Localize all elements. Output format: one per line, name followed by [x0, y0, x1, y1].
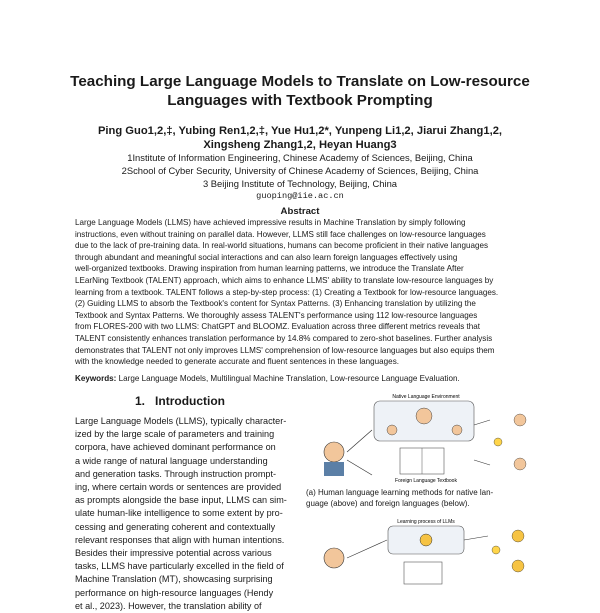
affiliation-2: 2School of Cyber Security, University of Chinese Academy of Sciences, Beijing, China [121, 165, 479, 176]
abstract-line: (2) Guiding LLMS to absorb the Textbook's content for Syntax Patterns. (3) Enhancing translation by utilizing the [75, 299, 476, 309]
keywords-label: Keywords: [75, 374, 117, 383]
caption-line: guage (above) and foreign languages (below). [306, 499, 470, 508]
person-icon [514, 414, 526, 426]
intro-line: as prompts alongside the base input, LLMS can sim- [75, 495, 287, 506]
person-icon [452, 425, 462, 435]
title-line-1: Teaching Large Language Models to Translate on Low-resource [70, 73, 530, 90]
lightbulb-icon [492, 546, 500, 554]
abstract-line: learning from a textbook. TALENT follows a step-by-step process: (1) Creating a Textbook for low-resource languages. [75, 287, 499, 297]
learner-body-icon [324, 462, 344, 476]
abstract-heading: Abstract [280, 206, 320, 217]
intro-line: ulate human-like intelligence to some extent by pro- [75, 508, 283, 519]
caption-line: (a) Human language learning methods for native lan- [306, 488, 494, 497]
person-icon [416, 408, 432, 424]
affiliation-1: 1Institute of Information Engineering, Chinese Academy of Sciences, Beijing, China [127, 152, 473, 163]
abstract-line: due to the lack of pre-training data. In real-world situations, humans can become proficient in their native languages [75, 241, 489, 251]
abstract-line: with the knowledge needed to generate accurate and fluent sentences in these languages. [75, 357, 399, 367]
intro-line: et al., 2023). However, the translation ability of [75, 600, 262, 611]
person-icon [387, 425, 397, 435]
abstract-line: LEarNing Textbook (TALENT) approach, which aims to enhance LLMS' ability to translate low-resource languages by [75, 275, 494, 285]
lightbulb-icon [494, 438, 502, 446]
intro-line: Large Language Models (LLMS), typically character- [75, 416, 287, 426]
abstract-line: TALENT consistently enhances translation performance by 14.8% compared to zero-shot baselines. Further analysis [75, 333, 493, 343]
intro-line: cessing and generating coherent and contextually [75, 521, 276, 532]
robot-icon [420, 534, 432, 546]
section-number: 1. [135, 394, 146, 408]
figure-caption [306, 487, 536, 509]
intro-line: Machine Translation (MT), showcasing surprising [75, 574, 273, 585]
keywords-text: Large Language Models, Multilingual Machine Translation, Low-resource Language Evaluation. [116, 374, 460, 383]
intro-line: performance on high-resource languages (Hendy [75, 587, 274, 598]
textbook-icon [404, 562, 442, 584]
affiliation-3: 3 Beijing Institute of Technology, Beijing, China [202, 178, 398, 189]
arrow-icon [474, 460, 490, 465]
figure-top-label: Native Language Environment [392, 394, 460, 400]
intro-line: corpora, have achieved dominant performance on [75, 442, 276, 453]
abstract-line: demonstrates that TALENT not only improves LLMS' comprehension of low-resource languages but also equips them [75, 345, 495, 355]
intro-paragraph [75, 415, 290, 613]
arrow-icon [347, 540, 387, 558]
section-title: Introduction [155, 394, 226, 408]
abstract-line: through abundant and meaningful social interactions and can also learn foreign languages effectively using [75, 252, 458, 262]
robot-icon [512, 560, 524, 572]
intro-line: tasks, LLMS have particularly excelled in the field of [75, 561, 284, 572]
abstract-line: Textbook and Syntax Patterns. We thoroughly assess TALENT's performance using 112 low-resource languages [75, 310, 478, 320]
learner-icon [324, 548, 344, 568]
intro-line: ing, where certain words or sentences are provided [75, 482, 282, 493]
affiliations [40, 151, 560, 203]
arrow-icon [464, 536, 488, 540]
arrow-icon [474, 420, 490, 425]
robot-icon [512, 530, 524, 542]
paper-title [40, 72, 560, 110]
title-line-2: Languages with Textbook Prompting [167, 92, 433, 109]
abstract-line: instructions, even without training on parallel data. However, LLMS still face challenges on low-resource languages [75, 229, 486, 239]
author-email[interactable]: guoping@iie.ac.cn [256, 191, 344, 201]
authors-line-1: Ping Guo1,2,‡, Yubing Ren1,2,‡, Yue Hu1,2*, Yunpeng Li1,2, Jiarui Zhang1,2, [97, 125, 503, 137]
abstract-line: Large Language Models (LLMS) have achieved impressive results in Machine Translation by simply following [75, 218, 466, 227]
figure-bottom-label: Foreign Language Textbook [395, 478, 457, 484]
abstract-line: from FLORES-200 with two LLMS: ChatGPT and BLOOMZ. Evaluation across three different metrics reveals that [75, 322, 481, 332]
intro-line: Besides their impressive potential across various [75, 548, 272, 559]
person-icon [514, 458, 526, 470]
section-heading [135, 394, 225, 408]
intro-line: and generation tasks. Through instruction prompt- [75, 468, 277, 479]
intro-line: a wide range of natural language understanding [75, 455, 268, 466]
abstract-body [75, 217, 527, 368]
arrow-icon [347, 460, 372, 475]
learner-icon [324, 442, 344, 462]
intro-line: relevant responses that align with human intentions. [75, 534, 285, 545]
author-list [40, 124, 560, 152]
intro-line: ized by the large scale of parameters and training [75, 429, 275, 440]
arrow-icon [347, 430, 372, 452]
figure-llm-label: Learning process of LLMs [397, 519, 455, 525]
authors-line-2: Xingsheng Zhang1,2, Heyan Huang3 [203, 139, 397, 151]
keywords [75, 374, 535, 383]
abstract-line: well-organized textbooks. Drawing inspiration from human learning patterns, we introduce the Translate After [75, 264, 464, 274]
